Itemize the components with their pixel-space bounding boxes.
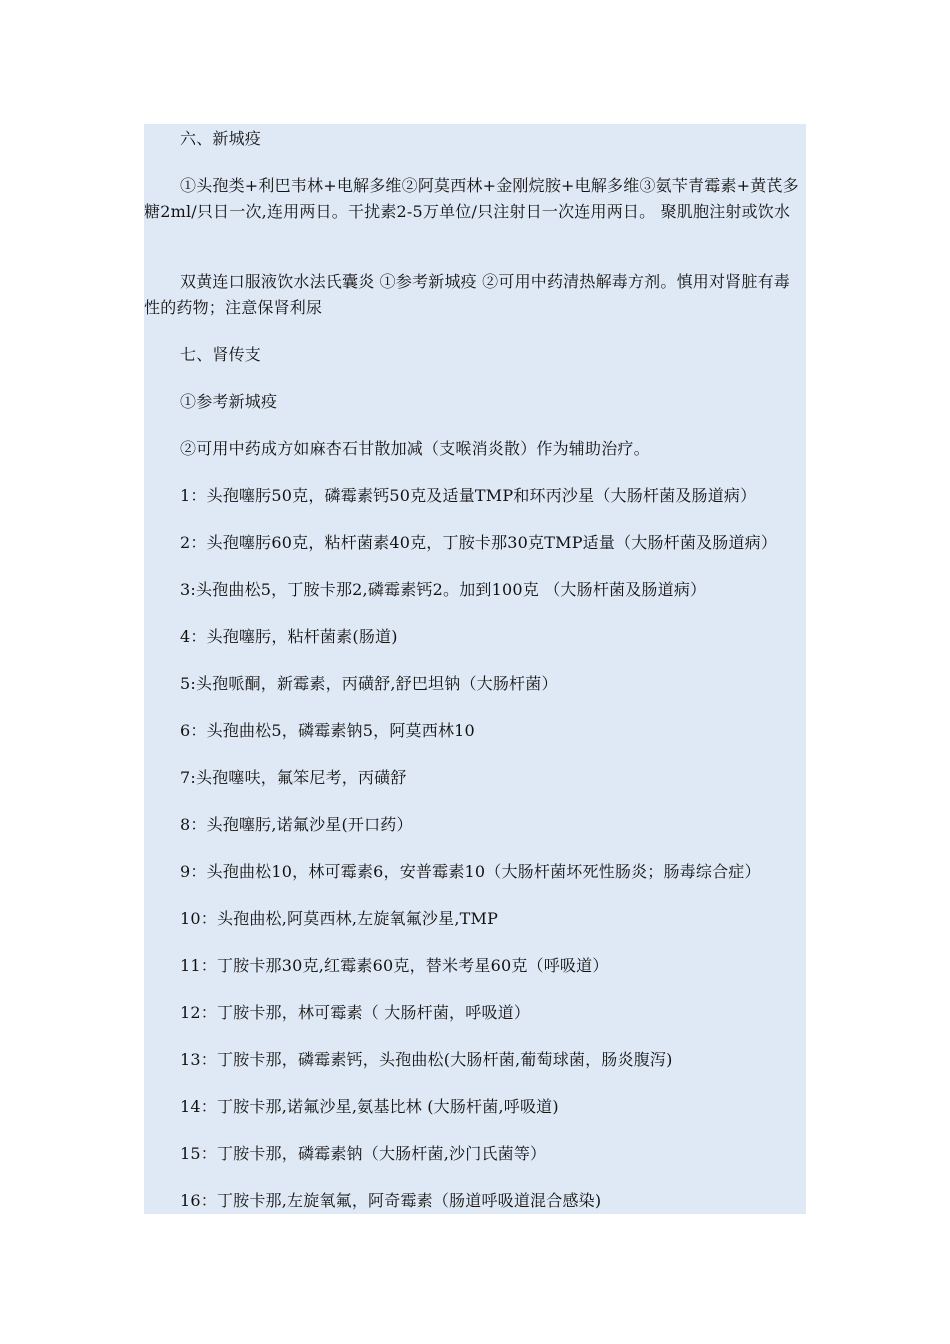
heading-six: 六、新城疫 [180, 129, 262, 148]
document-content-block [144, 124, 806, 1214]
list-item-15: 15：丁胺卡那，磷霉素钠（大肠杆菌,沙门氏菌等） [180, 1144, 547, 1163]
list-item-1: 1：头孢噻肟50克，磷霉素钙50克及适量TMP和环丙沙星（大肠杆菌及肠道病） [180, 486, 757, 505]
list-item-16: 16：丁胺卡那,左旋氧氟，阿奇霉素（肠道呼吸道混合感染) [180, 1191, 602, 1210]
list-item-14: 14：丁胺卡那,诺氟沙星,氨基比林 (大肠杆菌,呼吸道) [180, 1097, 559, 1116]
list-item-11: 11：丁胺卡那30克,红霉素60克，替米考星60克（呼吸道） [180, 956, 609, 975]
list-item-13: 13：丁胺卡那，磷霉素钙，头孢曲松(大肠杆菌,葡萄球菌，肠炎腹泻) [180, 1050, 673, 1069]
list-item-10: 10：头孢曲松,阿莫西林,左旋氧氟沙星,TMP [180, 909, 499, 928]
heading-seven: 七、肾传支 [180, 345, 262, 364]
paragraph-six-2: 双黄连口服液饮水法氏囊炎 ①参考新城疫 ②可用中药清热解毒方剂。慎用对肾脏有毒性的药物；注意保肾利尿 [144, 272, 790, 317]
list-item-6: 6：头孢曲松5，磷霉素钠5，阿莫西林10 [180, 721, 475, 740]
list-item-3: 3:头孢曲松5，丁胺卡那2,磷霉素钙2。加到100克 （大肠杆菌及肠道病） [180, 580, 707, 599]
list-item-8: 8：头孢噻肟,诺氟沙星(开口药） [180, 815, 413, 834]
paragraph-six-1: ①头孢类+利巴韦林+电解多维②阿莫西林+金刚烷胺+电解多维③氨苄青霉素+黄芪多糖2ml/只日一次,连用两日。干扰素2-5万单位/只注射日一次连用两日。 聚肌胞注射或饮水 [144, 176, 799, 221]
list-item-2: 2：头孢噻肟60克，粘杆菌素40克，丁胺卡那30克TMP适量（大肠杆菌及肠道病） [180, 533, 778, 552]
list-item-12: 12：丁胺卡那，林可霉素（ 大肠杆菌，呼吸道） [180, 1003, 531, 1022]
list-item-9: 9：头孢曲松10，林可霉素6，安普霉素10（大肠杆菌坏死性肠炎；肠毒综合症） [180, 862, 761, 881]
list-item-5: 5:头孢哌酮，新霉素，丙磺舒,舒巴坦钠（大肠杆菌） [180, 674, 558, 693]
list-item-4: 4：头孢噻肟，粘杆菌素(肠道) [180, 627, 398, 646]
item-b: ②可用中药成方如麻杏石甘散加减（支喉消炎散）作为辅助治疗。 [180, 439, 650, 458]
item-a: ①参考新城疫 [180, 392, 278, 411]
list-item-7: 7:头孢噻呋，氟笨尼考，丙磺舒 [180, 768, 407, 787]
